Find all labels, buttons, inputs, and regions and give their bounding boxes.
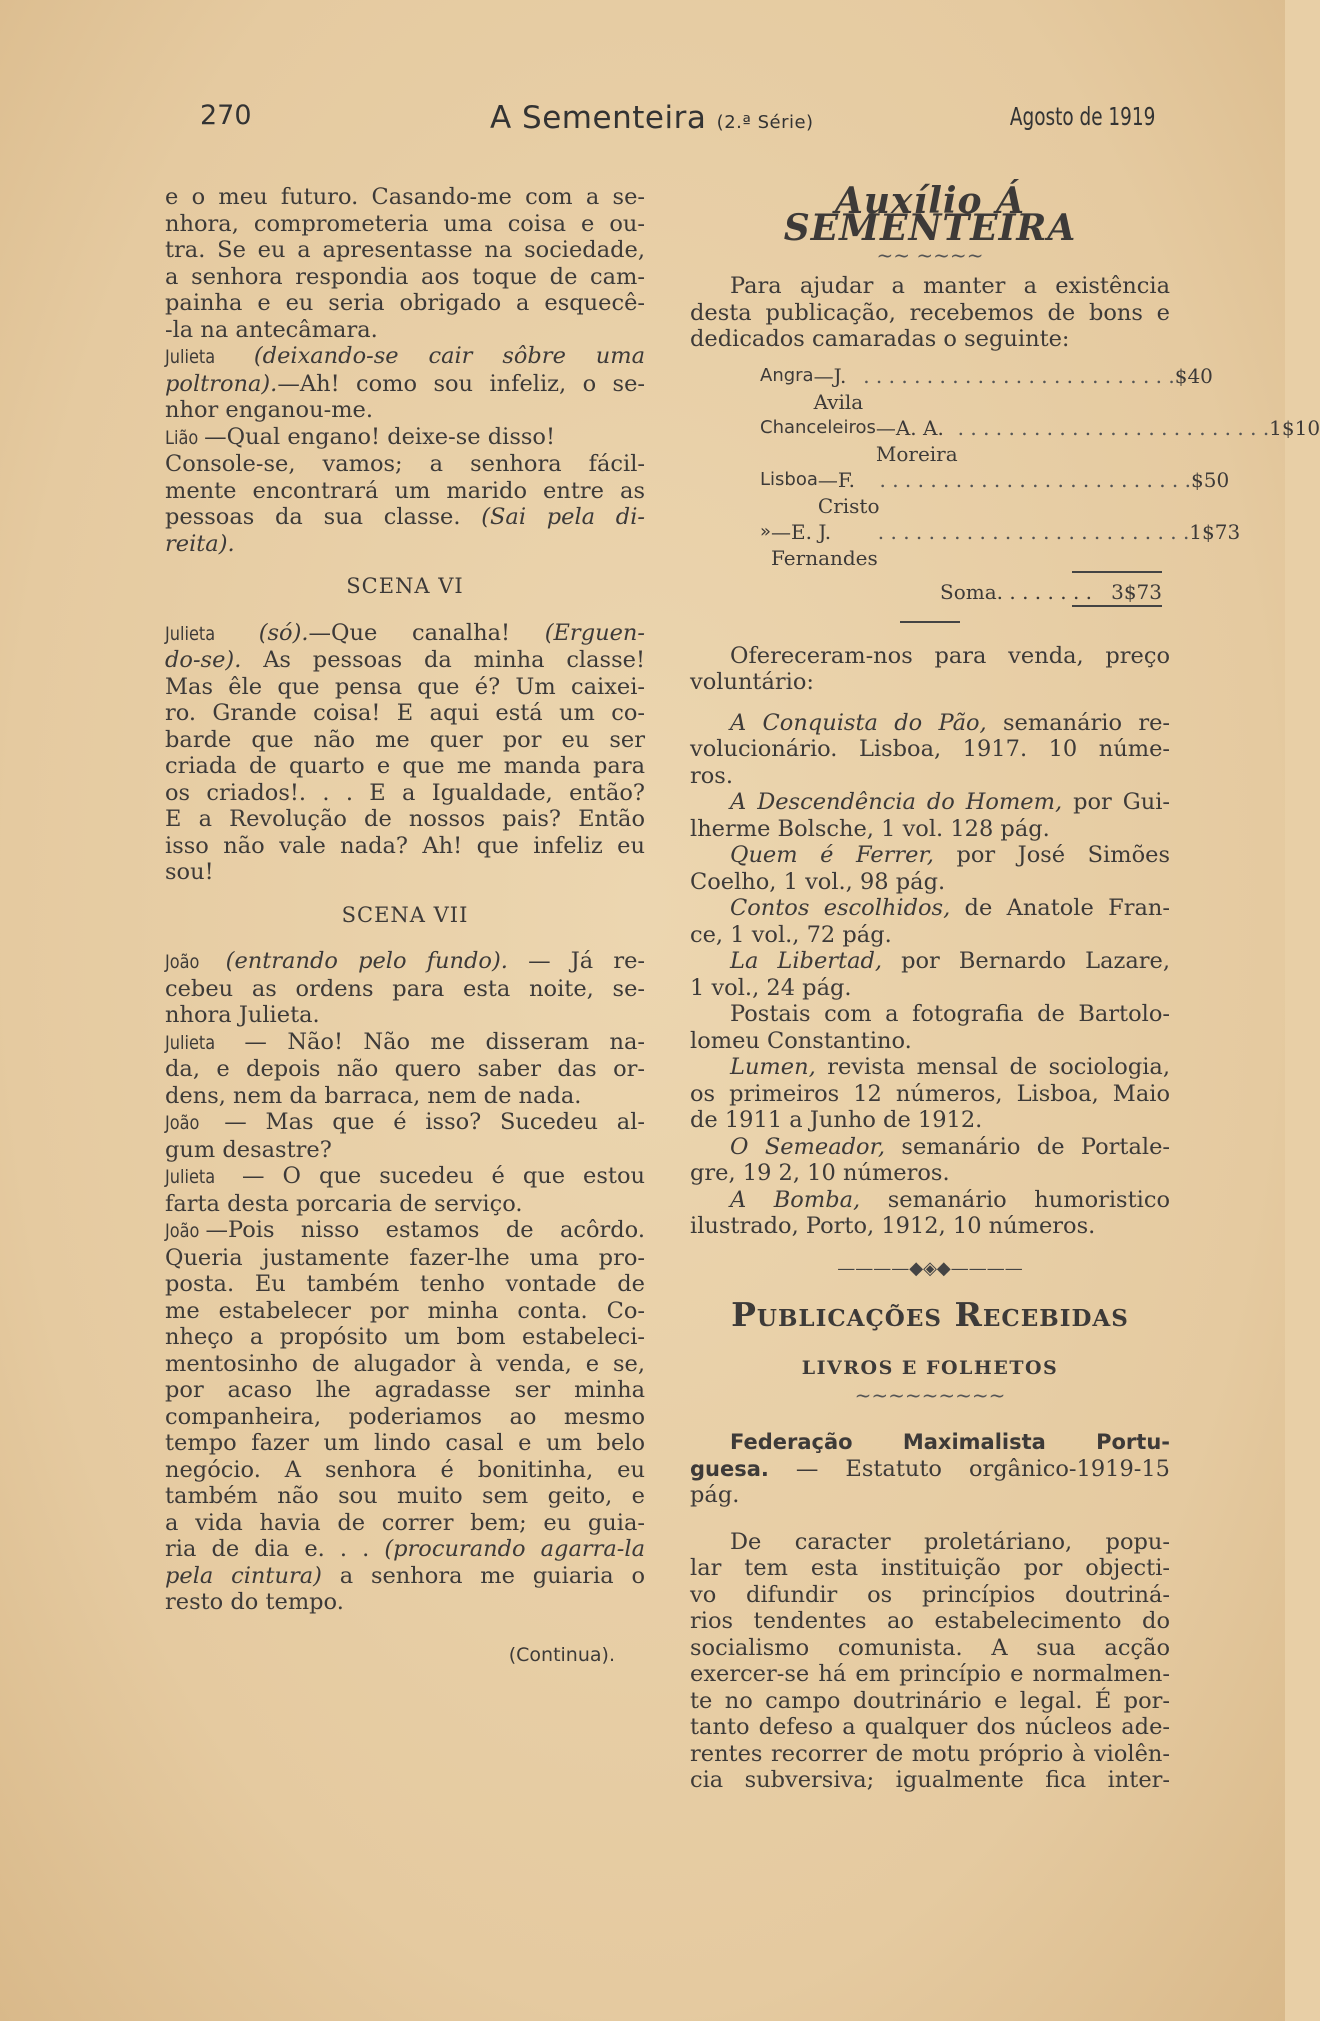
text-line: me estabelecer por minha conta. Co-: [165, 1297, 645, 1324]
text-line: resto do tempo.: [165, 1589, 344, 1615]
joao-speech-2: [165, 1109, 645, 1163]
text-line: lar tem esta instituição por objecti-: [690, 1555, 1170, 1581]
speaker-name: Julieta: [165, 622, 216, 645]
text-line: a senhora respondia aos toque de cam-: [165, 263, 645, 290]
donation-amount: $50: [1191, 467, 1230, 492]
page-header: [200, 100, 1155, 150]
donation-place: Chanceleiros: [760, 416, 876, 438]
offer-title: Quem é Ferrer,: [730, 842, 934, 868]
donor-name: —F. Cristo: [817, 467, 880, 518]
liao-speech: [165, 424, 645, 558]
text-line: cia subversiva; igualmente fica inter-: [690, 1767, 1170, 1793]
auxilio-intro: [690, 273, 1170, 353]
offer-title: Lumen,: [730, 1054, 816, 1080]
text-line: farta desta porcaria de serviço.: [165, 1190, 523, 1217]
donation-place: Angra: [760, 364, 814, 386]
text-line: Mas êle que pensa que é? Um caixei-: [165, 673, 645, 700]
text-line: ce, 1 vol., 72 pág.: [690, 921, 892, 948]
text-line: nhora, comprometeria uma coisa e ou-: [165, 210, 645, 237]
dialogue: As pessoas da minha classe!: [263, 647, 645, 673]
offer-title: La Libertad,: [730, 948, 883, 974]
donation-row: [690, 415, 1320, 467]
text-line: socialismo comunista. A sua acção: [690, 1634, 1170, 1661]
offer-title: Contos escolhidos,: [730, 895, 951, 921]
text-line: e o meu futuro. Casando-me com a se-: [165, 184, 645, 210]
scene-heading: SCENA VI: [346, 574, 464, 598]
stage-direction: do-se).: [165, 647, 242, 673]
dialogue: ria de dia e. . .: [165, 1536, 370, 1562]
text-line: nheço a propósito um bom estabeleci-: [165, 1324, 645, 1350]
offer-intro: [690, 643, 1170, 696]
federacao-entry: [690, 1429, 1170, 1794]
offer-title: A Bomba,: [730, 1186, 861, 1213]
stage-direction: (Sai pela di-: [481, 504, 645, 530]
dialogue: pessoas da sua classe.: [165, 504, 461, 530]
leader-dots: . . . . . . . . . . . . . . . . . . . . . . . . .: [879, 467, 1191, 492]
donation-row: [690, 519, 1241, 571]
wavy-divider-icon: ~~~~~~~~~: [854, 1383, 1006, 1407]
stage-direction: (procurando agarra-la: [384, 1536, 645, 1562]
dialogue: —Qual engano! deixe-se disso!: [204, 423, 556, 450]
text-line: gre, 19 2, 10 números.: [690, 1160, 950, 1186]
text-line: mente encontrará um marido entre as: [165, 477, 645, 504]
text-line: tanto defeso a qualquer dos núcleos ade-: [690, 1714, 1170, 1740]
text-line: criada de quarto e que me manda para: [165, 753, 645, 779]
offer-text: por Gui-: [1073, 789, 1171, 815]
text-line: de 1911 a Junho de 1912.: [690, 1107, 983, 1133]
text-line: nhora Julieta.: [165, 1002, 320, 1028]
text-line: tempo fazer um lindo casal e um belo: [165, 1430, 645, 1456]
text-line: dens, nem da barraca, nem de nada.: [165, 1082, 582, 1109]
dialogue: —Que canalha!: [308, 619, 511, 646]
joao-speech-3: [165, 1217, 645, 1616]
speaker-name: João: [165, 1220, 200, 1242]
donation-list: [690, 363, 1320, 607]
stage-direction: (deixando-se cair sôbre uma: [253, 343, 646, 369]
text-line: ro. Grande coisa! E aqui está um co-: [165, 700, 645, 726]
text-line: Para ajudar a manter a existência: [730, 273, 1170, 299]
auxilio-heading: Auxílio Á SEMENTEIRA: [783, 180, 1077, 249]
donation-place: Lisboa: [760, 468, 818, 490]
offer-title: A Conquista do Pão,: [730, 709, 987, 736]
text-line: barde que não me quer por eu ser: [165, 726, 645, 753]
donor-name: —J. Avila: [813, 363, 864, 414]
text-line: da, e depois não quero saber das or-: [165, 1056, 645, 1082]
left-column: [165, 184, 645, 1668]
dialogue: —Ah! como sou infeliz, o se-: [277, 370, 645, 397]
page-number: 270: [200, 100, 252, 131]
stage-direction: (entrando pelo fundo).: [225, 948, 508, 974]
donation-place: »: [760, 520, 772, 542]
text-line: ilustrado, Porto, 1912, 10 números.: [690, 1213, 1096, 1239]
stage-direction: (só).: [258, 619, 309, 646]
offer-title: O Semeador,: [730, 1133, 886, 1160]
offer-text: de Anatole Fran-: [964, 895, 1170, 921]
offer-text: semanário humoristico: [887, 1186, 1170, 1213]
text-line: te no campo doutrinário e legal. É por-: [690, 1687, 1170, 1714]
dialogue: —Pois nisso estamos de acôrdo.: [205, 1217, 645, 1243]
donor-name: —A. A. Moreira: [875, 415, 958, 466]
text-line: gum desastre?: [165, 1136, 332, 1163]
text-line: E a Revolução de nossos pais? Então: [165, 806, 645, 832]
series-label: (2.ª Série): [716, 112, 814, 133]
text-line: posta. Eu também tenho vontade de: [165, 1271, 645, 1297]
speaker-name: Julieta: [165, 1166, 216, 1188]
text-line: rios tendentes ao estabelecimento do: [690, 1608, 1170, 1634]
entry-text: — Estatuto orgânico-1919-15: [795, 1455, 1171, 1482]
dialogue: a senhora me guiaria o: [339, 1562, 645, 1589]
text-line: exercer-se há em princípio e normalmen-: [690, 1661, 1170, 1687]
dialogue: — Já re-: [528, 948, 645, 974]
joao-speech-1: [165, 948, 645, 1029]
leader-dots: . . . . . . . . . . . . . . . . . . . . . . . . .: [877, 519, 1190, 544]
livros-subheading: LIVROS E FOLHETOS: [801, 1356, 1059, 1379]
offer-list: [690, 710, 1170, 1240]
soma-label: Soma: [940, 579, 997, 604]
entry-title: Federação Maximalista Portu-: [730, 1430, 1170, 1454]
text-line: mentosinho de alugador à venda, e se,: [165, 1350, 645, 1377]
soma-amount: 3$73: [1111, 579, 1162, 604]
speaker-name: João: [165, 1112, 200, 1134]
text-line: pág.: [690, 1482, 740, 1508]
text-line: ros.: [690, 762, 734, 789]
dialogue: — O que sucedeu é que estou: [242, 1163, 645, 1189]
text-line: os criados!. . . E a Igualdade, então?: [165, 779, 645, 806]
dialogue: — Não! Não me disseram na-: [244, 1028, 645, 1055]
text-line: companheira, poderiamos ao mesmo: [165, 1403, 645, 1430]
publicacoes-heading: Publicações Recebidas: [731, 1295, 1129, 1334]
text-line: nhor enganou-me.: [165, 397, 373, 423]
dialogue: — Mas que é isso? Sucedeu al-: [224, 1109, 645, 1135]
text-line: volucionário. Lisboa, 1917. 10 núme-: [690, 736, 1170, 762]
leader-dots: . . . . . . . .: [996, 579, 1112, 604]
donation-amount: $40: [1174, 363, 1213, 388]
julieta-speech-3: [165, 1029, 645, 1110]
text-line: também não sou muito sem geito, e: [165, 1483, 645, 1509]
stage-direction: reita).: [165, 530, 235, 557]
text-line: Console-se, vamos; a senhora fácil-: [165, 451, 645, 477]
text-line: sou!: [165, 859, 214, 885]
soma-row: [690, 579, 1170, 605]
text-line: negócio. A senhora é bonitinha, eu: [165, 1456, 645, 1483]
text-line: lomeu Constantino.: [690, 1027, 912, 1054]
sum-rule: [1072, 605, 1162, 607]
donation-amount: 1$10: [1269, 415, 1320, 440]
speaker-name: Julieta: [165, 1031, 216, 1054]
text-line: lherme Bolsche, 1 vol. 128 pág.: [690, 815, 1050, 842]
speaker-name: Julieta: [165, 346, 216, 368]
donation-row: [690, 467, 1230, 519]
stage-direction: pela cintura): [165, 1562, 322, 1589]
text-line: vo difundir os princípios doutriná-: [690, 1581, 1170, 1608]
offer-text: por Bernardo Lazare,: [901, 948, 1170, 974]
publication-name: A Sementeira: [490, 100, 707, 136]
offer-text: revista mensal de sociologia,: [827, 1054, 1170, 1080]
issue-date: Agosto de 1919: [1009, 102, 1155, 131]
offer-text: por José Simões: [956, 842, 1170, 868]
offer-text: semanário re-: [1003, 709, 1171, 736]
offer-title: A Descendência do Homem,: [730, 789, 1063, 815]
text-line: os primeiros 12 números, Lisboa, Maio: [690, 1080, 1170, 1107]
sum-rule: [1072, 571, 1162, 573]
entry-title: guesa.: [690, 1456, 769, 1481]
text-line: rentes recorrer de motu próprio à violên-: [690, 1740, 1170, 1767]
julieta-speech-4: [165, 1163, 645, 1217]
text-line: a vida havia de correr bem; eu guia-: [165, 1509, 645, 1536]
scene-heading: SCENA VII: [341, 902, 469, 927]
donation-amount: 1$73: [1189, 519, 1241, 544]
text-line: tra. Se eu a apresentasse na sociedade,: [165, 237, 645, 263]
julieta-speech-1: [165, 343, 645, 424]
text-line: desta publicação, recebemos de bons e: [690, 299, 1170, 326]
text-line: dedicados camaradas o seguinte:: [690, 326, 1070, 352]
text-line: Queria justamente fazer-lhe uma pro-: [165, 1244, 645, 1271]
text-line: Ofereceram-nos para venda, preço: [730, 642, 1170, 669]
leader-dots: . . . . . . . . . . . . . . . . . . . . . . . . .: [957, 415, 1270, 440]
speaker-name: João: [165, 951, 200, 973]
publication-title: [490, 100, 814, 136]
donor-name: —E. J. Fernandes: [771, 519, 878, 570]
wavy-divider-icon: ~~ ~~~~: [876, 243, 984, 267]
text-line: por acaso lhe agradasse ser minha: [165, 1377, 645, 1403]
speaker-name: Lião: [165, 426, 199, 449]
stage-direction: poltrona).: [165, 370, 278, 397]
text-line: painha e eu seria obrigado a esquecê-: [165, 290, 645, 316]
text-line: cebeu as ordens para esta noite, se-: [165, 975, 645, 1002]
text-line: De caracter proletáriano, popu-: [730, 1528, 1170, 1555]
stage-direction: (Erguen-: [544, 619, 645, 646]
julieta-speech-2: [165, 620, 645, 886]
text-line: -la na antecâmara.: [165, 316, 378, 343]
text-line: Coelho, 1 vol., 98 pág.: [690, 868, 946, 895]
leader-dots: . . . . . . . . . . . . . . . . . . . . . . . . .: [863, 363, 1175, 388]
offer-text: semanário de Portale-: [901, 1133, 1171, 1160]
text-line: Postais com a fotografia de Bartolo-: [730, 1001, 1170, 1027]
section-divider: [900, 621, 960, 623]
text-line: 1 vol., 24 pág.: [690, 974, 852, 1001]
ornament-divider-icon: ————◆◈◆————: [837, 1257, 1023, 1279]
right-column: [690, 180, 1320, 1794]
continued-note: (Continua).: [508, 1643, 615, 1666]
opening-paragraph: [165, 184, 645, 343]
donation-row: [690, 363, 1213, 415]
text-line: voluntário:: [690, 669, 814, 695]
text-line: isso não vale nada? Ah! que infeliz eu: [165, 832, 645, 859]
